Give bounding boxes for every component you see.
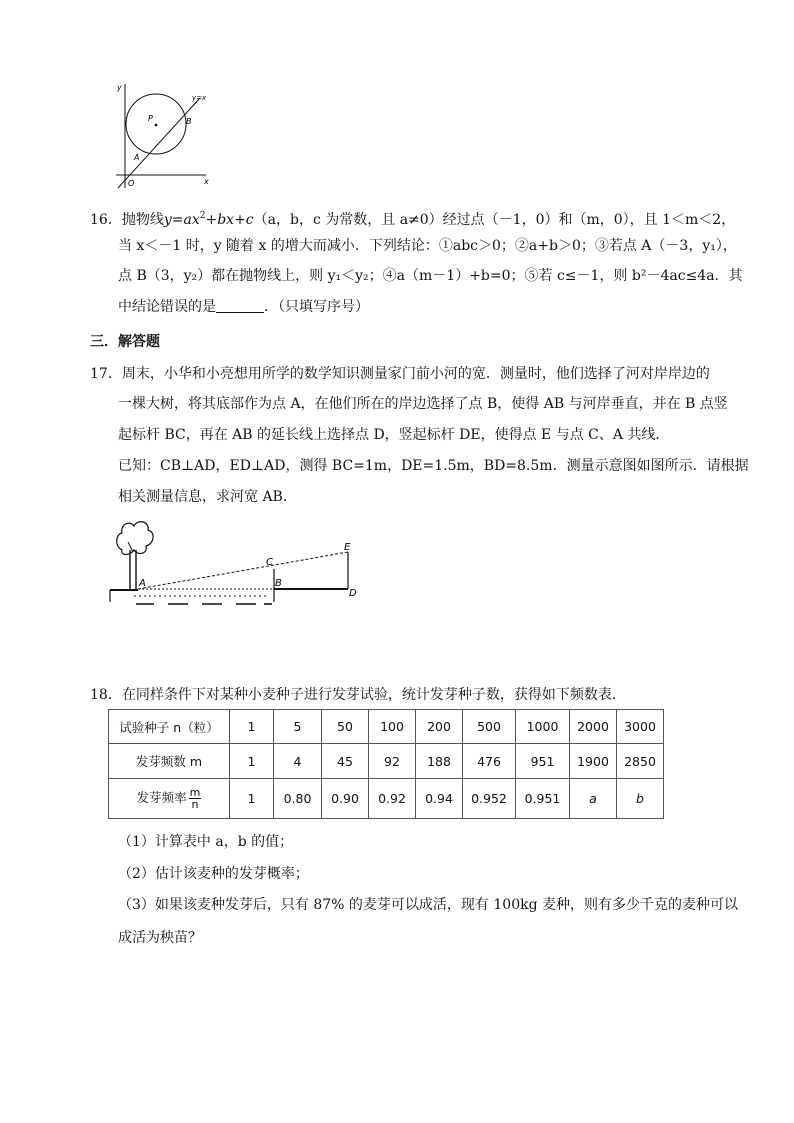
question-17-line-5: 相关测量信息，求河宽 AB． [118,489,297,505]
tree-icon [117,522,153,590]
table-cell: 100 [369,710,416,744]
table-cell: 1900 [570,744,617,779]
label-a: A [139,578,146,589]
x-axis-label: x [204,177,209,186]
question-number: 16． [90,212,122,228]
table-cell: 4 [274,744,322,779]
table-cell: 0.951 [516,779,570,819]
sight-line-ace [138,552,348,589]
table-cell: 2850 [617,744,664,779]
table-cell: 0.80 [274,779,322,819]
table-cell: 500 [463,710,516,744]
table-cell: 0.94 [416,779,463,819]
question-16-line-3: 点 B（3，y₂）都在抛物线上，则 y₁＜y₂；④a（m－1）+b=0；⑤若 c≤－1，则 b²－4ac≤4a．其 [118,268,743,284]
point-p-label: P [148,114,153,123]
table-cell: 951 [516,744,570,779]
table-cell: 92 [369,744,416,779]
label-c: C [266,557,273,568]
question-17 [90,364,710,384]
label-e: E [344,542,351,553]
question-16-line-4: 中结论错误的是 ．（只填写序号） [118,299,369,315]
table-cell: 1 [230,779,274,819]
circle-line-figure [108,78,218,190]
table-cell: 1000 [516,710,570,744]
question-text: （a，b，c 为常数，且 a≠0）经过点（－1，0）和（m，0），且 1＜m＜2， [253,212,736,228]
subquestion-2: （2）估计该麦种的发芽概率； [118,866,309,882]
table-cell: a [570,779,617,819]
table-cell: 188 [416,744,463,779]
question-18 [90,685,626,705]
center-dot [155,124,158,127]
frequency-table [108,709,664,819]
subquestion-3: （3）如果该麦种发芽后，只有 87% 的麦芽可以成活，现有 100kg 麦种，则有多少千克的麦种可以 [118,897,738,913]
table-cell: 476 [463,744,516,779]
table-cell: 50 [322,710,369,744]
origin-label: O [128,179,135,188]
answer-blank[interactable] [216,298,264,313]
subquestion-3-line-2: 成活为秧苗？ [118,930,202,946]
table-cell: 1 [230,710,274,744]
table-cell: 2000 [570,710,617,744]
question-17-line-2: 一棵大树，将其底部作为点 A，在他们所在的岸边选择了点 B，使得 AB 与河岸垂直，并在 B 点竖 [118,396,728,412]
table-cell: b [617,779,664,819]
table-row-n [109,710,664,744]
parabola-equation: $y=ax^2+bx+c$ [163,211,254,228]
label-b: B [275,578,282,589]
question-text: 在同样条件下对某种小麦种子进行发芽试验，统计发芽种子数，获得如下频数表． [121,687,626,703]
y-axis-label: y [117,83,122,92]
table-cell: 1 [230,744,274,779]
river-water [134,596,272,604]
section-heading: 三．解答题 [90,334,160,350]
table-cell: 0.92 [369,779,416,819]
question-text-prefix: 抛物线 [121,212,164,228]
row-header: 发芽频率 $\frac{m}{n}$ [109,779,230,819]
subquestion-1: （1）计算表中 a，b 的值； [118,834,294,850]
line-label: y=x [192,94,207,102]
fraction-m-over-n: $\frac{m}{n}$ [189,786,201,811]
row-header: 发芽频数 m [109,744,230,779]
question-17-line-4: 已知：CB⊥AD，ED⊥AD，测得 BC=1m，DE=1.5m，BD=8.5m．测量示意图如图所示．请根据 [118,458,749,474]
table-row-rate [109,779,664,819]
table-cell: 200 [416,710,463,744]
question-16-line-2: 当 x＜－1 时，y 随着 x 的增大而减小．下列结论：①abc＞0；②a+b＞0；③若点 A（－3，y₁）， [118,238,737,254]
label-d: D [349,588,357,599]
question-number: 17． [90,366,122,382]
river-measurement-figure [108,516,368,616]
table-cell: 5 [274,710,322,744]
table-row-m [109,744,664,779]
question-text: 周末，小华和小亮想用所学的数学知识测量家门前小河的宽．测量时，他们选择了河对岸岸边的 [121,366,710,382]
table-cell: 45 [322,744,369,779]
table-cell: 3000 [617,710,664,744]
table-cell: 0.90 [322,779,369,819]
point-b-label: B [186,117,192,126]
question-16 [90,206,735,230]
question-number: 18． [90,687,122,703]
point-a-label: A [134,153,140,162]
table-cell: 0.952 [463,779,516,819]
question-17-line-3: 起标杆 BC，再在 AB 的延长线上选择点 D，竖起标杆 DE，使得点 E 与点 C、A 共线． [118,427,670,443]
row-header: 试验种子 n（粒） [109,710,230,744]
